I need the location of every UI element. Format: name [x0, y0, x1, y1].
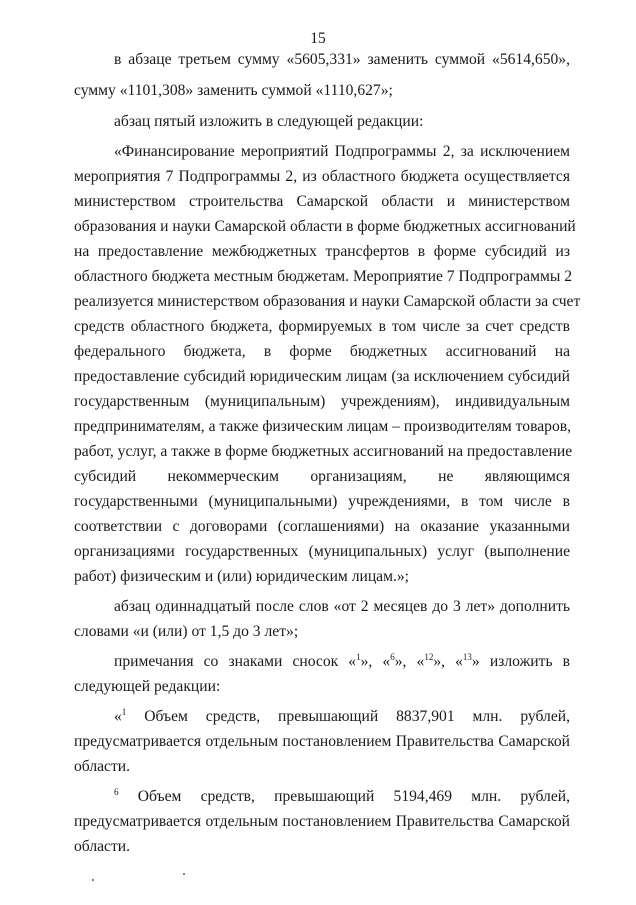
footnote-1-line: [74, 707, 570, 727]
text-segment: », «: [433, 653, 463, 670]
text-line: [74, 392, 570, 412]
text-segment: на предоставление межбюджетных трансфертов в форме субсидий из: [74, 243, 570, 260]
text-line: [74, 622, 570, 642]
text-line: [74, 567, 570, 587]
text-segment: областного бюджета местным бюджетам. Мероприятие 7 Подпрограммы 2: [74, 268, 572, 285]
text-segment: государственными (муниципальными) учреждениями, в том числе в: [74, 493, 570, 510]
scan-speck: [183, 873, 185, 875]
text-segment: области.: [74, 758, 131, 775]
text-line: [74, 112, 570, 132]
text-segment: субсидий некоммерческим организациям, не являющимся: [74, 468, 570, 485]
text-segment: реализуется министерством образования и науки Самарской области за счет: [74, 293, 581, 310]
page-number: 15: [310, 30, 326, 47]
scan-speck: [92, 879, 94, 881]
text-line: [74, 542, 570, 562]
text-line: [74, 242, 570, 262]
text-line: [74, 732, 570, 752]
text-segment: работ, услуг, а также в форме бюджетных ассигнований на предоставление: [74, 443, 573, 460]
text-segment: соответствии с договорами (соглашениями) на оказание указанными: [74, 518, 570, 535]
text-segment: в абзаце третьем сумму «5605,331» заменить суммой «5614,650»,: [114, 51, 570, 68]
text-line: [74, 757, 570, 777]
text-segment: » изложить в: [471, 653, 571, 670]
text-segment: области.: [74, 838, 131, 855]
footnote-marker: 1: [121, 707, 127, 717]
text-line: [74, 517, 570, 537]
footnote-marker: 13: [462, 652, 472, 662]
text-segment: Объем средств, превышающий 5194,469 млн. рублей,: [118, 788, 570, 805]
text-segment: федерального бюджета, в форме бюджетных ассигнований на: [74, 343, 570, 360]
text-segment: абзац пятый изложить в следующей редакции:: [114, 113, 424, 130]
text-segment: «Финансирование мероприятий Подпрограммы 2, за исключением: [114, 143, 570, 160]
text-line: [74, 367, 570, 387]
text-segment: », «: [360, 653, 391, 670]
text-segment: мероприятия 7 Подпрограммы 2, из областного бюджета осуществляется: [74, 168, 570, 185]
text-segment: предпринимателям, а также физическим лицам – производителям товаров,: [74, 418, 572, 435]
text-line: [74, 167, 570, 187]
text-segment: Объем средств, превышающий 8837,901 млн. рублей,: [126, 708, 570, 725]
text-segment: следующей редакции:: [74, 678, 221, 695]
text-line: [74, 677, 570, 697]
text-line: [74, 317, 570, 337]
text-segment: образования и науки Самарской области в форме бюджетных ассигнований: [74, 218, 576, 235]
text-line: [74, 217, 576, 237]
text-segment: », «: [394, 653, 425, 670]
text-line: [74, 50, 570, 70]
footnote-6-line: [74, 787, 570, 807]
text-line: [74, 467, 570, 487]
text-segment: примечания со знаками сносок «: [114, 653, 357, 670]
text-line: [74, 417, 570, 437]
text-segment: предусматривается отдельным постановлением Правительства Самарской: [74, 813, 570, 830]
text-line: [74, 142, 570, 162]
footnote-marker: 6: [114, 787, 119, 797]
footnote-marker: 12: [424, 652, 434, 662]
footnote-marker: 1: [356, 652, 361, 662]
text-line: [74, 597, 570, 617]
text-segment: государственным (муниципальным) учреждениям), индивидуальным: [74, 393, 570, 410]
text-line: [74, 342, 570, 362]
text-segment: предусматривается отдельным постановлением Правительства Самарской: [74, 733, 570, 750]
text-line: [74, 81, 570, 101]
text-segment: министерством строительства Самарской области и министерством: [74, 193, 570, 210]
text-segment: предоставление субсидий юридическим лицам (за исключением субсидий: [74, 368, 570, 385]
text-line: [74, 442, 573, 462]
text-segment: абзац одиннадцатый после слов «от 2 месяцев до 3 лет» дополнить: [114, 598, 570, 615]
text-segment: организациями государственных (муниципальных) услуг (выполнение: [74, 543, 570, 560]
text-line: [74, 292, 581, 312]
text-segment: работ) физическим и (или) юридическим лицам.»;: [74, 568, 409, 585]
text-segment: средств областного бюджета, формируемых в том числе за счет средств: [74, 318, 570, 335]
text-line: [74, 267, 570, 287]
text-line: [74, 652, 570, 672]
text-line: [74, 192, 570, 212]
text-line: [74, 837, 570, 857]
text-segment: сумму «1101,308» заменить суммой «1110,627»;: [74, 82, 393, 99]
text-line: [74, 812, 570, 832]
text-segment: словами «и (или) от 1,5 до 3 лет»;: [74, 623, 299, 640]
text-line: [74, 492, 570, 512]
text-segment: «: [114, 708, 122, 725]
footnote-marker: 6: [390, 652, 395, 662]
